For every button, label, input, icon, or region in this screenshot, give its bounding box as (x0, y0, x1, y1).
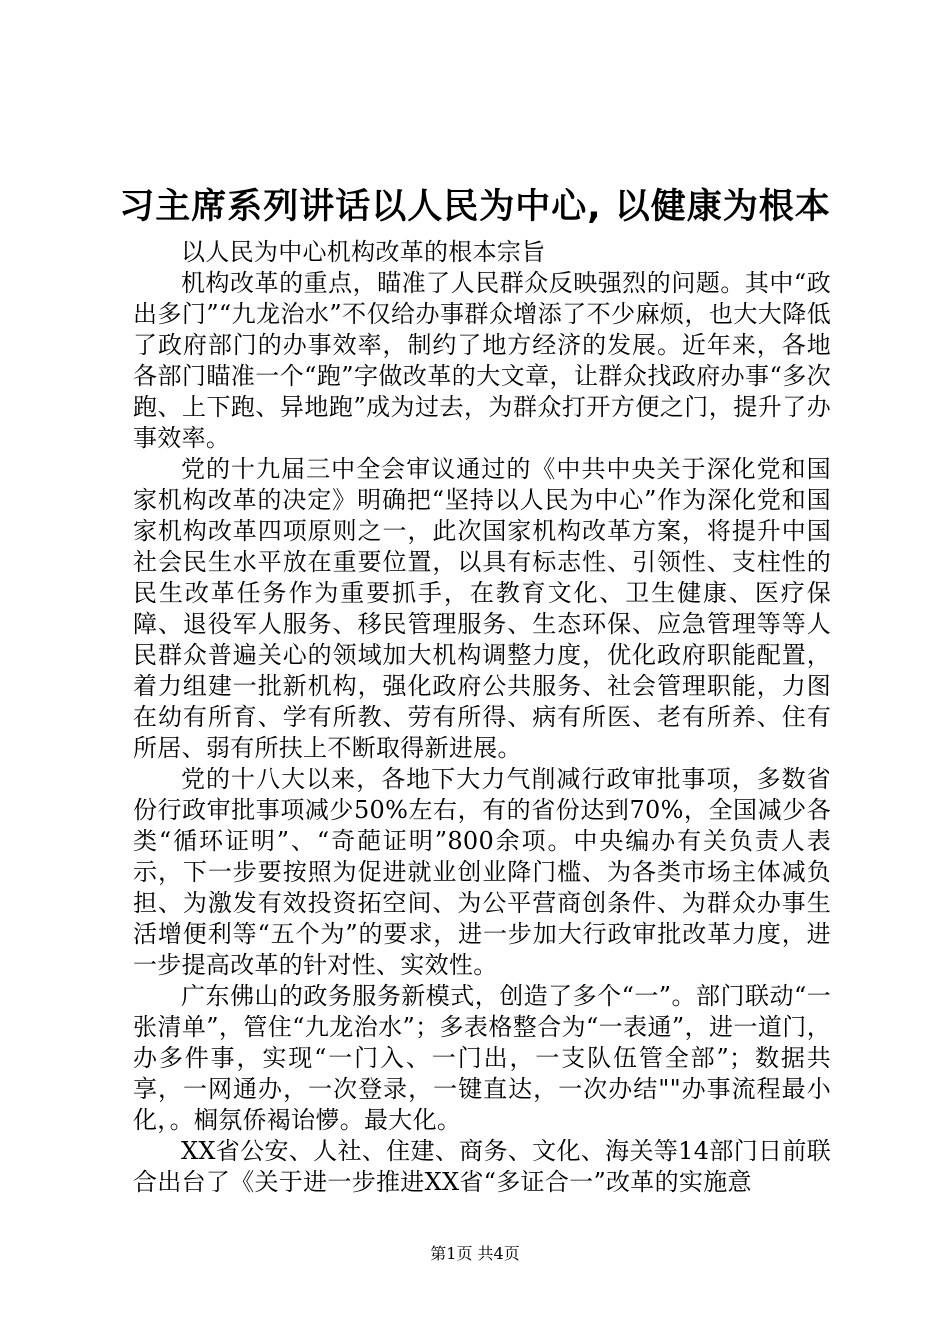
paragraph: 机构改革的重点，瞄准了人民群众反映强烈的问题。其中“政出多门”“九龙治水”不仅给办事群众增添了不少麻烦，也大大降低了政府部门的办事效率，制约了地方经济的发展。近年来，各地各部门瞄准一个“跑”字做改革的大文章，让群众找政府办事“多次跑、上下跑、异地跑”成为过去，为群众打开方便之门，提升了办事效率。 (133, 269, 831, 452)
document-body (133, 237, 831, 1198)
paragraph: XX省公安、人社、住建、商务、文化、海关等14部门日前联合出台了《关于进一步推进XX省“多证合一”改革的实施意 (133, 1137, 831, 1196)
page-number-footer: 第1页 共4页 (430, 1244, 520, 1263)
paragraph: 广东佛山的政务服务新模式，创造了多个“一”。部门联动“一张清单”，管住“九龙治水”；多表格整合为“一表通”，进一道门，办多件事，实现“一门入、一门出，一支队伍管全部”；数据共享，一网通办，一次登录，一键直达，一次办结""办事流程最小化，。榈氛侨褐诒懜。最大化。 (133, 982, 831, 1134)
paragraph: 党的十九届三中全会审议通过的《中共中央关于深化党和国家机构改革的决定》明确把“坚持以人民为中心”作为深化党和国家机构改革四项原则之一，此次国家机构改革方案，将提升中国社会民生水平放在重要位置，以具有标志性、引领性、支柱性的民生改革任务作为重要抓手，在教育文化、卫生健康、医疗保障、退役军人服务、移民管理服务、生态环保、应急管理等等人民群众普遍关心的领域加大机构调整力度，优化政府职能配置，着力组建一批新机构，强化政府公共服务、社会管理职能，力图在幼有所育、学有所教、劳有所得、病有所医、老有所养、住有所居、弱有所扶上不断取得新进展。 (133, 455, 831, 762)
paragraph-subtitle: 以人民为中心机构改革的根本宗旨 (181, 238, 546, 266)
paragraph: 党的十八大以来，各地下大力气削减行政审批事项，多数省份行政审批事项减少50%左右，有的省份达到70%，全国减少各类“循环证明”、“奇葩证明”800余项。中央编办有关负责人表示，下一步要按照为促进就业创业降门槛、为各类市场主体减负担、为激发有效投资拓空间、为公平营商创条件、为群众办事生活增便利等“五个为”的要求，进一步加大行政审批改革力度，进一步提高改革的针对性、实效性。 (133, 765, 831, 979)
page-title: 习主席系列讲话以人民为中心, 以健康为根本 (119, 187, 831, 227)
